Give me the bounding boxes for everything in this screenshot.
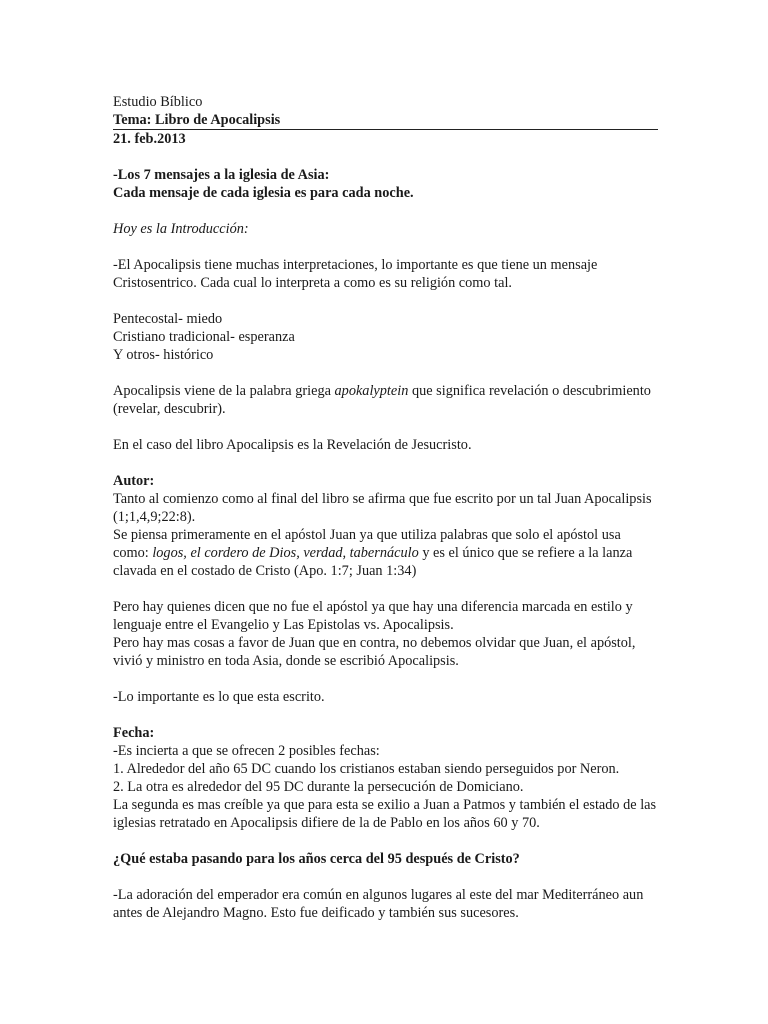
autor-p2-text-b: y es el único que se refiere a la lanza clavada en el costado de Cristo (Apo. 1:7; Juan 1:34): [113, 545, 633, 579]
autor-heading: Autor:: [113, 473, 155, 489]
intro-heading: Hoy es la Introducción:: [113, 221, 249, 237]
fecha-line-1: -Es incierta a que se ofrecen 2 posibles fechas:: [113, 743, 380, 759]
intro-paragraph-3: En el caso del libro Apocalipsis es la Revelación de Jesucristo.: [113, 437, 472, 453]
autor-paragraph-2: [113, 526, 658, 580]
intro-paragraph-1: -El Apocalipsis tiene muchas interpretaciones, lo importante es que tiene un mensaje Cristosentrico. Cada cual lo interpreta a como es su religión como tal.: [113, 257, 598, 291]
autor-paragraph-3: Pero hay quienes dicen que no fue el apóstol ya que hay una diferencia marcada en estilo y lenguaje entre el Evangelio y Las Epistolas vs. Apocalipsis.: [113, 599, 633, 633]
fecha-line-3: 2. La otra es alrededor del 95 DC durante la persecución de Domiciano.: [113, 779, 524, 795]
autor-paragraph-1: Tanto al comienzo como al final del libro se afirma que fue escrito por un tal Juan Apocalipsis (1;1,4,9;22:8).: [113, 491, 652, 525]
autor-paragraph-4: Pero hay mas cosas a favor de Juan que en contra, no debemos olvidar que Juan, el apóstol, vivió y ministro en toda Asia, donde se escribió Apocalipsis.: [113, 635, 636, 669]
autor-p2-text-a: Se piensa primeramente en el apóstol Juan ya que utiliza palabras que solo el apóstol usa como:: [113, 527, 621, 561]
document-date: 21. feb.2013: [113, 131, 186, 147]
topic-title: Tema: Libro de Apocalipsis: [113, 111, 658, 130]
list-item-cristiano: Cristiano tradicional- esperanza: [113, 329, 295, 345]
list-item-otros: Y otros- histórico: [113, 347, 214, 363]
study-label: Estudio Bíblico: [113, 94, 203, 110]
intro-p2-text-a: Apocalipsis viene de la palabra griega: [113, 383, 335, 399]
fecha-line-2: 1. Alrededor del año 65 DC cuando los cristianos estaban siendo perseguidos por Neron.: [113, 761, 620, 777]
messages-line-2: Cada mensaje de cada iglesia es para cada noche.: [113, 185, 414, 201]
intro-p2-text-b: que significa revelación o descubrimiento (revelar, descubrir).: [113, 383, 651, 417]
fecha-heading: Fecha:: [113, 725, 155, 741]
document-page: [113, 93, 658, 922]
intro-paragraph-2: [113, 382, 658, 418]
messages-line-1: -Los 7 mensajes a la iglesia de Asia:: [113, 167, 330, 183]
question-paragraph: -La adoración del emperador era común en algunos lugares al este del mar Mediterráneo aun antes de Alejandro Magno. Esto fue deificado y también sus sucesores.: [113, 887, 644, 921]
list-item-pentecostal: Pentecostal- miedo: [113, 311, 223, 327]
autor-paragraph-5: -Lo importante es lo que esta escrito.: [113, 689, 325, 705]
question-heading: ¿Qué estaba pasando para los años cerca del 95 después de Cristo?: [113, 851, 520, 867]
fecha-paragraph: La segunda es mas creíble ya que para esta se exilio a Juan a Patmos y también el estado de las iglesias retratado en Apocalipsis difiere de la de Pablo en los años 60 y 70.: [113, 797, 657, 831]
autor-italic-words: logos, el cordero de Dios, verdad, tabernáculo: [152, 545, 419, 561]
greek-word: apokalyptein: [334, 383, 409, 399]
